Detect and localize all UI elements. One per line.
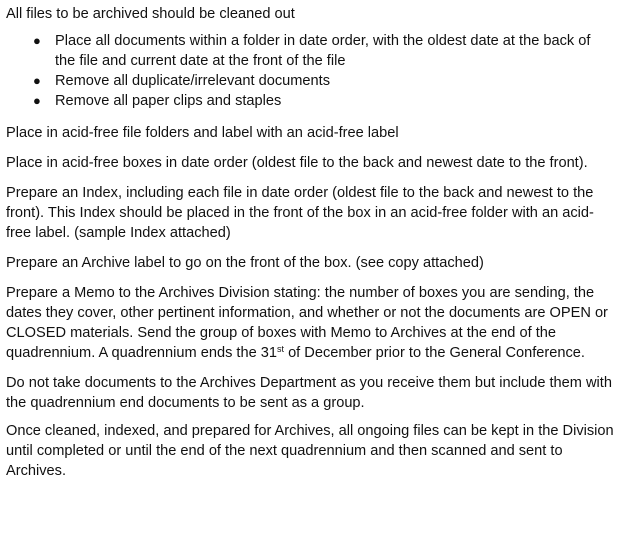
- cleanup-bullet-list: [6, 31, 618, 111]
- bullet-dot-icon: ●: [33, 73, 41, 88]
- bullet-dot-icon: ●: [33, 33, 41, 48]
- paragraph-do-not-take: Do not take documents to the Archives Department as you receive them but include them with the quadrennium end documents to be sent as a group.: [6, 375, 612, 411]
- paragraph-memo: [6, 283, 618, 363]
- paragraph-ongoing-files: Once cleaned, indexed, and prepared for Archives, all ongoing files can be kept in the Division until completed or until the end of the next quadrennium and then scanned and sent to Archives.: [6, 423, 614, 479]
- bullet-text: Remove all duplicate/irrelevant documents: [55, 73, 330, 89]
- ordinal-superscript: st: [277, 344, 285, 354]
- bullet-text: Remove all paper clips and staples: [55, 93, 282, 109]
- bullet-dot-icon: ●: [33, 93, 41, 108]
- intro-line: All files to be archived should be cleaned out: [6, 6, 295, 22]
- paragraph-index: Prepare an Index, including each file in date order (oldest file to the back and newest to the front). This Index should be placed in the front of the box in an acid-free folder with an acid-free label. (sample Index attached): [6, 185, 594, 241]
- memo-text-end: of December prior to the General Conference.: [284, 345, 585, 361]
- bullet-text: Place all documents within a folder in date order, with the oldest date at the back of the file and current date at the front of the file: [55, 33, 591, 69]
- document-page: [6, 4, 618, 491]
- bullet-item: [6, 91, 618, 111]
- bullet-item: [6, 31, 618, 71]
- bullet-item: [6, 71, 618, 91]
- paragraph-file-folders: Place in acid-free file folders and label with an acid-free label: [6, 125, 399, 141]
- paragraph-archive-label: Prepare an Archive label to go on the front of the box. (see copy attached): [6, 255, 484, 271]
- paragraph-boxes: Place in acid-free boxes in date order (oldest file to the back and newest date to the front).: [6, 155, 588, 171]
- memo-text-start: Prepare a Memo to the Archives Division stating: the number of boxes you are sending, the dates they cover, other pertinent information, and whether or not the documents are OPEN or CLOSED materials. Send the group of boxes with Memo to Archives at the end of the quadrennium. A quadrennium ends the 31: [6, 285, 608, 361]
